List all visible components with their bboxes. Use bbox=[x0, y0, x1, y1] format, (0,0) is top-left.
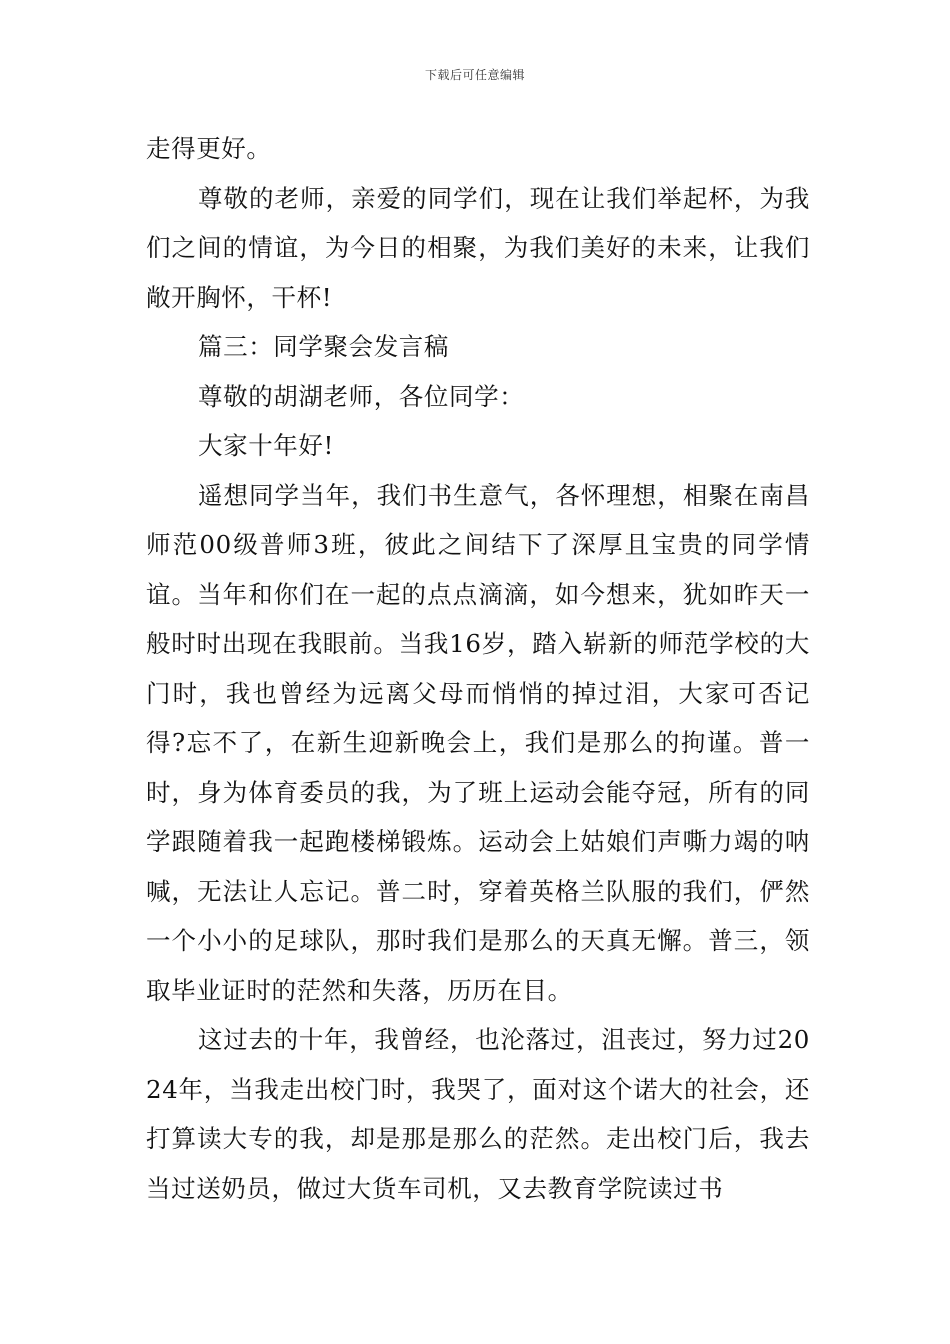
page-header-note: 下载后可任意编辑 bbox=[424, 68, 525, 82]
paragraph-salutation: 尊敬的胡湖老师，各位同学： bbox=[198, 381, 525, 411]
paragraph-memories: 遥想同学当年，我们书生意气，各怀理想，相聚在南昌师范00级普师3班，彼此之间结下了深厚且宝贵的同学情谊。当年和你们在一起的点点滴滴，如今想来，犹如昨天一般时时出现在我眼前。当我16岁，踏入崭新的师范学校的大门时，我也曾经为远离父母而悄悄的掉过泪，大家可否记得?忘不了，在新生迎新晚会上，我们是那么的拘谨。普一时，身为体育委员的我，为了班上运动会能夺冠，所有的同学跟随着我一起跑楼梯锻炼。运动会上姑娘们声嘶力竭的呐喊，无法让人忘记。普二时，穿着英格兰队服的我们，俨然一个小小的足球队，那时我们是那么的天真无懈。普三，领取毕业证时的茫然和失落，历历在目。 bbox=[146, 480, 810, 1005]
paragraph-past-decade: 这过去的十年，我曾经，也沦落过，沮丧过，努力过2024年，当我走出校门时，我哭了，面对这个诺大的社会，还打算读大专的我，却是那是那么的茫然。走出校门后，我去当过送奶员，做过大货车司机，又去教育学院读过书 bbox=[146, 1025, 810, 1203]
paragraph-toast: 尊敬的老师，亲爱的同学们，现在让我们举起杯，为我们之间的情谊，为今日的相聚，为我们美好的未来，让我们敞开胸怀，干杯! bbox=[146, 183, 810, 312]
section-heading: 篇三：同学聚会发言稿 bbox=[198, 332, 449, 361]
paragraph-continuation: 走得更好。 bbox=[146, 134, 272, 163]
paragraph-greeting: 大家十年好! bbox=[198, 431, 334, 460]
document-body bbox=[146, 124, 810, 1213]
